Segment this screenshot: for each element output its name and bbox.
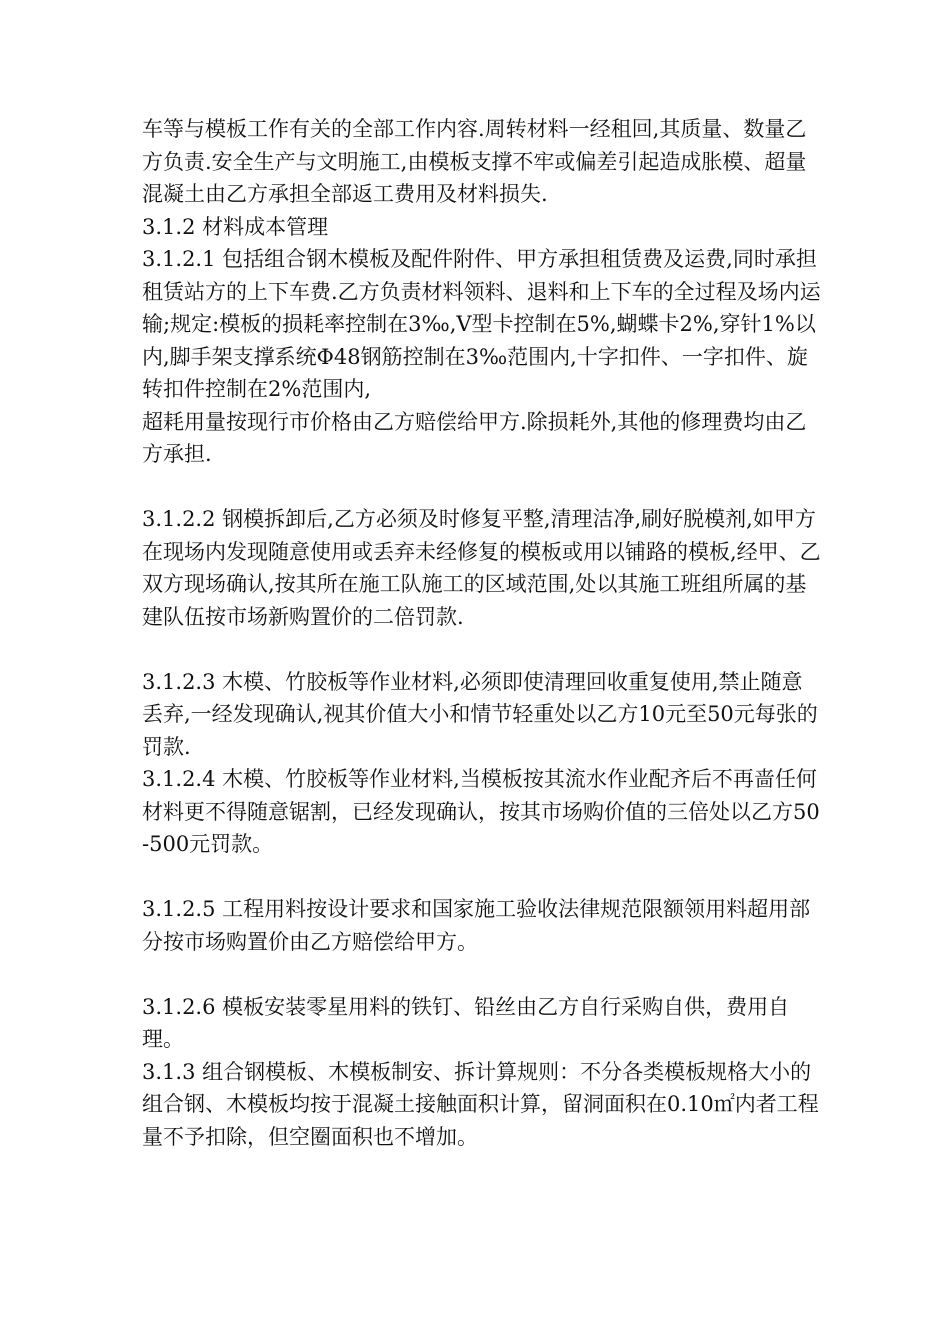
paragraph-overuse: 超耗用量按现行市价格由乙方赔偿给甲方.除损耗外,其他的修理费均由乙方承担. (142, 409, 807, 466)
paragraph-3-1-2-5: 3.1.2.5 工程用料按设计要求和国家施工验收法律规范限额领用料超用部分按市场购置价由乙方赔偿给甲方。 (142, 897, 811, 954)
paragraph-continuation: 车等与模板工作有关的全部工作内容.周转材料一经租回,其质量、数量乙方负责.安全生产与文明施工,由模板支撑不牢或偏差引起造成胀模、超量混凝土由乙方承担全部返工费用及材料损失. (142, 117, 807, 206)
paragraph-3-1-2-3: 3.1.2.3 木模、竹胶板等作业材料,必须即使清理回收重复使用,禁止随意丢弃,一经发现确认,视其价值大小和情节轻重处以乙方10元至50元每张的罚款. (142, 669, 818, 759)
document-body (142, 113, 822, 1153)
paragraph-3-1-2-6: 3.1.2.6 模板安装零星用料的铁钉、铅丝由乙方自行采购自供，费用自理。 (142, 994, 790, 1051)
paragraph-gap (142, 471, 822, 504)
paragraph-3-1-2-4: 3.1.2.4 木模、竹胶板等作业材料,当模板按其流水作业配齐后不再啬任何材料更不得随意锯割，已经发现确认，按其市场购价值的三倍处以乙方50-500元罚款。 (142, 767, 820, 856)
section-heading-3-1-2: 3.1.2 材料成本管理 (142, 214, 329, 239)
paragraph-3-1-2-2: 3.1.2.2 钢模拆卸后,乙方必须及时修复平整,清理洁净,刷好脱模剂,如甲方在现场内发现随意使用或丢弃未经修复的模板或用以铺路的模板,经甲、乙双方现场确认,按其所在施工队施工的区域范围,处以其施工班组所属的基建队伍按市场新购置价的二倍罚款. (142, 507, 821, 629)
paragraph-gap (142, 633, 822, 666)
paragraph-gap (142, 958, 822, 991)
paragraph-gap (142, 861, 822, 894)
paragraph-3-1-2-1: 3.1.2.1 包括组合钢木模板及配件附件、甲方承担租赁费及运费,同时承担租赁站方的上下车费.乙方负责材料领料、退料和上下车的全过程及场内运输;规定:模板的损耗率控制在3‰,V型卡控制在5%,蝴蝶卡2%,穿针1%以内,脚手架支撑系统Φ48钢筋控制在3‰范围内,十字扣件、一字扣件、旋转扣件控制在2%范围内, (142, 247, 821, 401)
paragraph-3-1-3: 3.1.3 组合钢模板、木模板制安、拆计算规则：不分各类模板规格大小的组合钢、木模板均按于混凝土接触面积计算，留洞面积在0.10㎡内者工程量不予扣除，但空圈面积也不增加。 (142, 1059, 819, 1149)
